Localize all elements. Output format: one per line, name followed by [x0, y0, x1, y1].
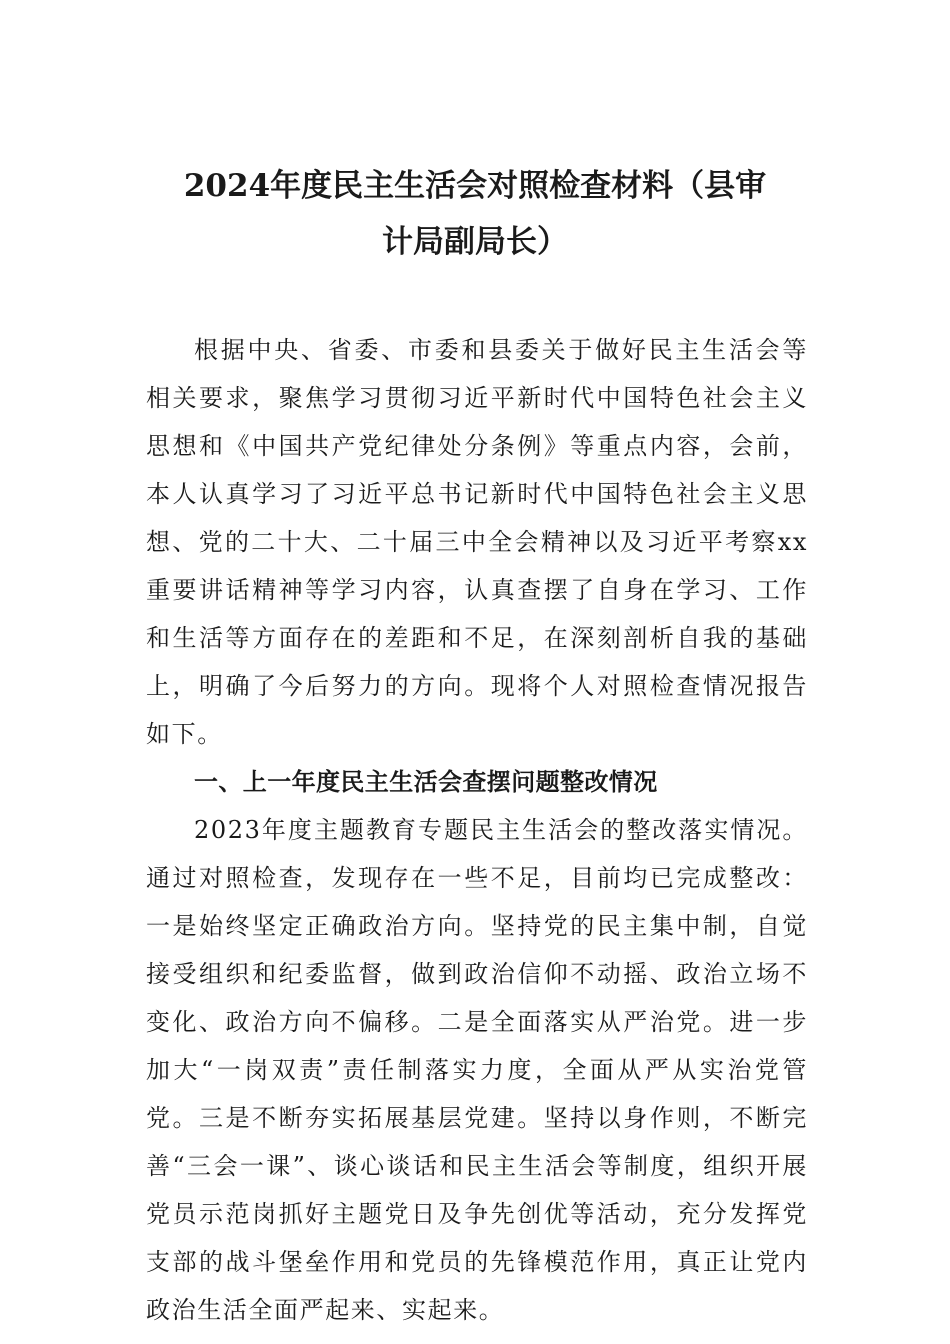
document-body	[146, 326, 808, 1334]
intro-paragraph: 根据中央、省委、市委和县委关于做好民主生活会等相关要求，聚焦学习贯彻习近平新时代中国特色社会主义思想和《中国共产党纪律处分条例》等重点内容，会前，本人认真学习了习近平总书记新时代中国特色社会主义思想、党的二十大、二十届三中全会精神以及习近平考察xx重要讲话精神等学习内容，认真查摆了自身在学习、工作和生活等方面存在的差距和不足，在深刻剖析自我的基础上，明确了今后努力的方向。现将个人对照检查情况报告如下。	[146, 336, 808, 748]
document-title-line-2: 计局副局长）	[382, 224, 568, 260]
document-title	[140, 158, 810, 270]
document-title-line-1: 2024年度民主生活会对照检查材料（县审	[183, 168, 767, 204]
section-1-paragraph: 2023年度主题教育专题民主生活会的整改落实情况。通过对照检查，发现存在一些不足，目前均已完成整改：一是始终坚定正确政治方向。坚持党的民主集中制，自觉接受组织和纪委监督，做到政治信仰不动摇、政治立场不变化、政治方向不偏移。二是全面落实从严治党。进一步加大“一岗双责”责任制落实力度，全面从严从实治党管党。三是不断夯实拓展基层党建。坚持以身作则，不断完善“三会一课”、谈心谈话和民主生活会等制度，组织开展党员示范岗抓好主题党日及争先创优等活动，充分发挥党支部的战斗堡垒作用和党员的先锋模范作用，真正让党内政治生活全面严起来、实起来。	[146, 816, 808, 1324]
section-1-heading: 一、上一年度民主生活会查摆问题整改情况	[194, 768, 658, 796]
